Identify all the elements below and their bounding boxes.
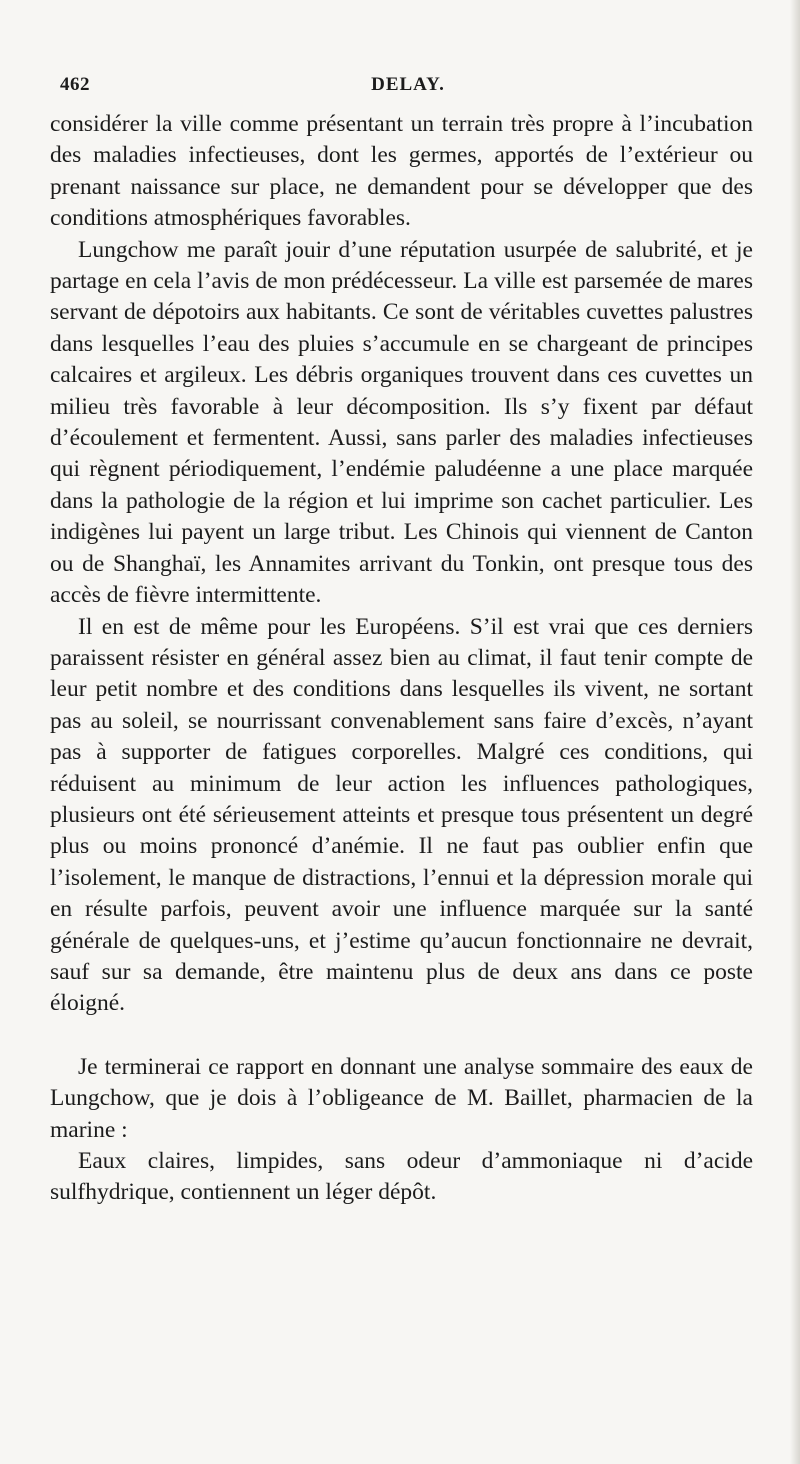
paragraph-water-description: Eaux claires, limpides, sans odeur d’ammoniaque ni d’acide sulfhydrique, contiennent un léger dépôt.	[50, 1148, 753, 1206]
running-head: DELAY.	[371, 74, 445, 95]
page-number: 462	[60, 74, 90, 95]
page-header	[60, 74, 756, 102]
page-edge-shadow	[790, 0, 800, 1464]
paragraph-europeans: Il en est de même pour les Européens. S’il est vrai que ces derniers paraissent résister en général assez bien au climat, il faut tenir compte de leur petit nombre et des conditions dans lesquelles ils vivent, ne sortant pas au soleil, se nourrissant convenablement sans faire d’excès, n’ayant pas à supporter de fatigues corporelles. Malgré ces conditions, qui réduisent au minimum de leur action les influences pathologiques, plusieurs ont été sérieusement atteints et presque tous présentent un degré plus ou moins prononcé d’anémie. Il ne faut pas oublier enfin que l’isolement, le manque de distractions, l’ennui et la dépression morale qui en résulte parfois, peuvent avoir une influence marquée sur la santé générale de quelques-uns, et j’estime qu’aucun fonctionnaire ne devrait, sauf sur sa demande, être maintenu plus de deux ans dans ce poste éloigné.	[50, 613, 753, 1017]
paragraph-water-analysis-intro: Je terminerai ce rapport en donnant une analyse sommaire des eaux de Lungchow, que je dois à l’obligeance de M. Baillet, pharmacien de la marine :	[50, 1053, 753, 1143]
body-text	[50, 109, 753, 1209]
paragraph-lungchow-salubrity: Lungchow me paraît jouir d’une réputation usurpée de salubrité, et je partage en cela l’avis de mon prédécesseur. La ville est parsemée de mares servant de dépotoirs aux habitants. Ce sont de véritables cuvettes palustres dans lesquelles l’eau des pluies s’accumule en se chargeant de principes calcaires et argileux. Les débris organiques trouvent dans ces cuvettes un milieu très favorable à leur décomposition. Ils s’y fixent par défaut d’écoulement et fermentent. Aussi, sans parler des maladies infectieuses qui règnent périodiquement, l’endémie paludéenne a une place marquée dans la pathologie de la région et lui imprime son cachet particulier. Les indigènes lui payent un large tribut. Les Chinois qui viennent de Canton ou de Shanghaï, les Annamites arrivant du Tonkin, ont presque tous des accès de fièvre intermittente.	[50, 236, 753, 609]
paragraph-continuation: considérer la ville comme présentant un terrain très propre à l’incubation des maladies infectieuses, dont les germes, apportés de l’extérieur ou prenant naissance sur place, ne demandent pour se développer que des conditions atmosphériques favorables.	[50, 111, 753, 232]
